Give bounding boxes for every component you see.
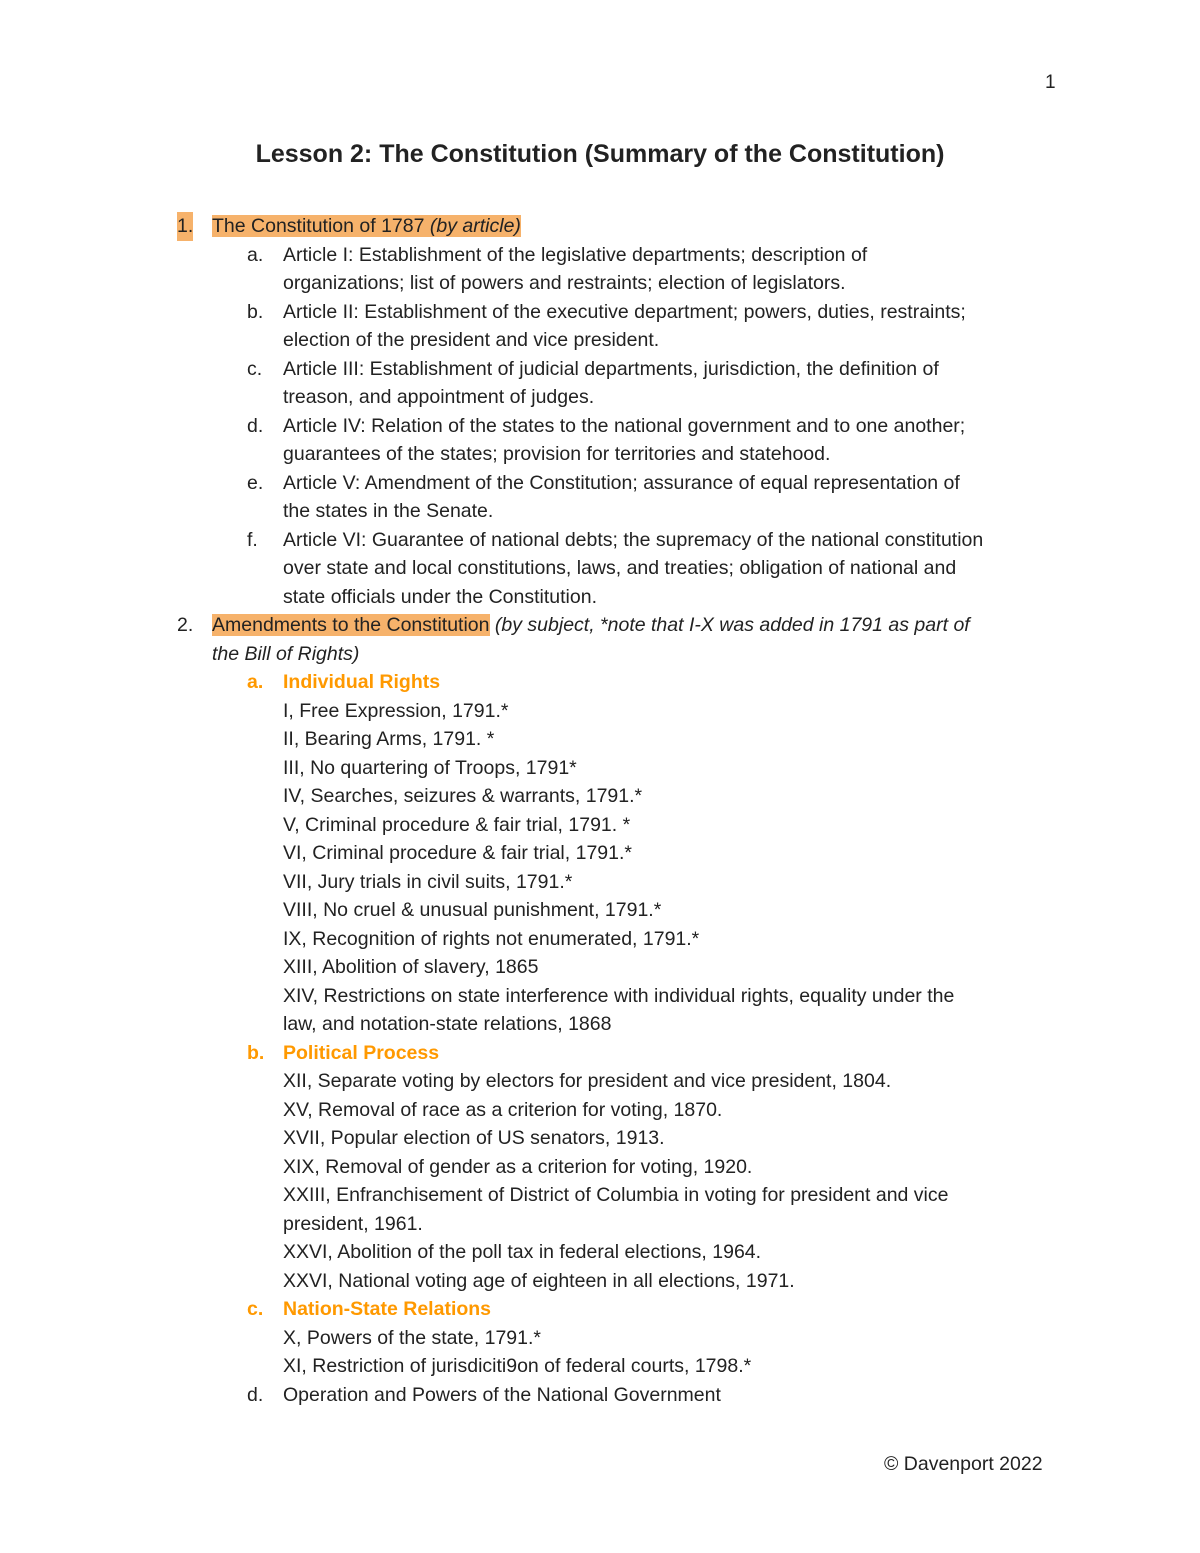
section-2-marker: 2.: [177, 614, 194, 636]
list-item-text: the states in the Senate.: [283, 500, 494, 522]
list-item-text: Article IV: Relation of the states to the national government and to one another;: [283, 414, 966, 437]
list-item-continued: [0, 269, 1200, 298]
list-item: [0, 1267, 1200, 1296]
list-marker: e.: [247, 471, 264, 494]
list-item: [0, 754, 1200, 783]
list-item-text: law, and notation-state relations, 1868: [283, 1013, 612, 1035]
list-item: [0, 953, 1200, 982]
list-item-continued: [0, 497, 1200, 526]
list-item: [0, 1124, 1200, 1153]
section-2-heading: [0, 611, 1200, 640]
list-item-text: XXIII, Enfranchisement of District of Columbia in voting for president and vice: [283, 1184, 949, 1206]
list-item-text: Article III: Establishment of judicial departments, jurisdiction, the definition of: [283, 357, 939, 380]
list-item-text: guarantees of the states; provision for territories and statehood.: [283, 443, 831, 465]
list-item: [0, 925, 1200, 954]
subsection-heading: [0, 1295, 1200, 1324]
footer-copyright: © Davenport 2022: [884, 1453, 1043, 1475]
list-item-text: III, No quartering of Troops, 1791*: [283, 756, 577, 779]
list-item-text: IV, Searches, seizures & warrants, 1791.*: [283, 785, 643, 807]
list-item: [0, 1181, 1200, 1210]
list-item-text: organizations; list of powers and restraints; election of legislators.: [283, 272, 846, 294]
list-item: [0, 298, 1200, 327]
list-item: [0, 811, 1200, 840]
section-2-note-continued: the Bill of Rights): [212, 642, 360, 665]
list-item: [0, 1153, 1200, 1182]
list-item: [0, 868, 1200, 897]
list-item-text: XIV, Restrictions on state interference with individual rights, equality under the: [283, 984, 955, 1007]
list-item: [0, 355, 1200, 384]
list-item-text: XVII, Popular election of US senators, 1913.: [283, 1127, 665, 1149]
list-item: [0, 839, 1200, 868]
list-item-text: VI, Criminal procedure & fair trial, 1791.*: [283, 842, 632, 864]
list-item-text: II, Bearing Arms, 1791. *: [283, 728, 495, 750]
document-title: Lesson 2: The Constitution (Summary of the Constitution): [255, 140, 945, 168]
list-item: [0, 782, 1200, 811]
section-1-heading: [0, 212, 1200, 241]
list-item-text: XIX, Removal of gender as a criterion for voting, 1920.: [283, 1155, 753, 1178]
subsection-heading: [0, 1039, 1200, 1068]
list-item-continued: [0, 326, 1200, 355]
list-item: [0, 1067, 1200, 1096]
list-item-text: VII, Jury trials in civil suits, 1791.*: [283, 870, 573, 893]
list-item-text: XXVI, National voting age of eighteen in all elections, 1971.: [283, 1269, 795, 1292]
list-item-text: state officials under the Constitution.: [283, 585, 597, 608]
list-item-text: XII, Separate voting by electors for president and vice president, 1804.: [283, 1070, 892, 1092]
list-marker: d.: [247, 414, 264, 437]
list-item-continued: [0, 383, 1200, 412]
list-item: [0, 1352, 1200, 1381]
section-2-title: Amendments to the Constitution: [212, 614, 490, 636]
list-item-continued: [0, 554, 1200, 583]
list-item-text: treason, and appointment of judges.: [283, 386, 595, 408]
list-item: [0, 526, 1200, 555]
list-item: [0, 1010, 1200, 1039]
list-item-text: IX, Recognition of rights not enumerated, 1791.*: [283, 927, 700, 950]
subsection-heading: [0, 668, 1200, 697]
section-2-list: [0, 668, 1200, 1409]
list-item: [0, 1210, 1200, 1239]
list-item-text: XI, Restriction of jurisdiciti9on of federal courts, 1798.*: [283, 1355, 752, 1377]
list-item-text: president, 1961.: [283, 1212, 423, 1235]
section-1-title: The Constitution of 1787: [212, 215, 425, 237]
list-item-text: Operation and Powers of the National Government: [283, 1383, 721, 1406]
section-1-subtitle: (by article): [424, 215, 521, 237]
list-item-text: XV, Removal of race as a criterion for voting, 1870.: [283, 1098, 723, 1121]
list-item-text: VIII, No cruel & unusual punishment, 1791.*: [283, 899, 662, 921]
list-item: [0, 412, 1200, 441]
section-1-marker: 1.: [177, 212, 193, 241]
document-body: [0, 212, 1200, 1409]
list-item-text: XXVI, Abolition of the poll tax in federal elections, 1964.: [283, 1241, 762, 1263]
section-1-list: [0, 241, 1200, 612]
list-item: [0, 1238, 1200, 1267]
list-item: [0, 896, 1200, 925]
list-marker: b.: [247, 300, 264, 323]
subsection-heading: [0, 1381, 1200, 1410]
list-marker: d.: [247, 1383, 264, 1406]
list-marker: c.: [247, 1298, 264, 1320]
list-item-text: Article II: Establishment of the executive department; powers, duties, restraints;: [283, 300, 966, 323]
list-marker: a.: [247, 243, 264, 266]
list-item: [0, 725, 1200, 754]
list-item: [0, 982, 1200, 1011]
list-item-text: over state and local constitutions, laws, and treaties; obligation of national and: [283, 557, 957, 579]
list-item-text: Political Process: [283, 1041, 440, 1064]
list-marker: a.: [247, 671, 264, 693]
list-item: [0, 1324, 1200, 1353]
list-item-text: Nation-State Relations: [283, 1298, 492, 1320]
list-item-text: election of the president and vice president.: [283, 329, 660, 351]
list-item-text: I, Free Expression, 1791.*: [283, 699, 509, 722]
list-item-text: Article I: Establishment of the legislative departments; description of: [283, 243, 868, 266]
list-item: [0, 1096, 1200, 1125]
list-marker: f.: [247, 528, 258, 551]
list-marker: b.: [247, 1041, 265, 1064]
list-item-text: X, Powers of the state, 1791.*: [283, 1326, 541, 1349]
list-marker: c.: [247, 357, 263, 380]
page-number: 1: [1045, 72, 1056, 93]
list-item-text: V, Criminal procedure & fair trial, 1791. *: [283, 813, 631, 836]
list-item-text: Individual Rights: [283, 671, 441, 693]
list-item-text: Article V: Amendment of the Constitution; assurance of equal representation of: [283, 471, 960, 494]
list-item-text: XIII, Abolition of slavery, 1865: [283, 956, 539, 978]
list-item-continued: [0, 440, 1200, 469]
list-item: [0, 697, 1200, 726]
list-item: [0, 469, 1200, 498]
list-item-continued: [0, 583, 1200, 612]
list-item: [0, 241, 1200, 270]
list-item-text: Article VI: Guarantee of national debts; the supremacy of the national constitution: [283, 528, 984, 551]
section-2-note: (by subject, *note that I-X was added in 1791 as part of: [489, 614, 970, 636]
